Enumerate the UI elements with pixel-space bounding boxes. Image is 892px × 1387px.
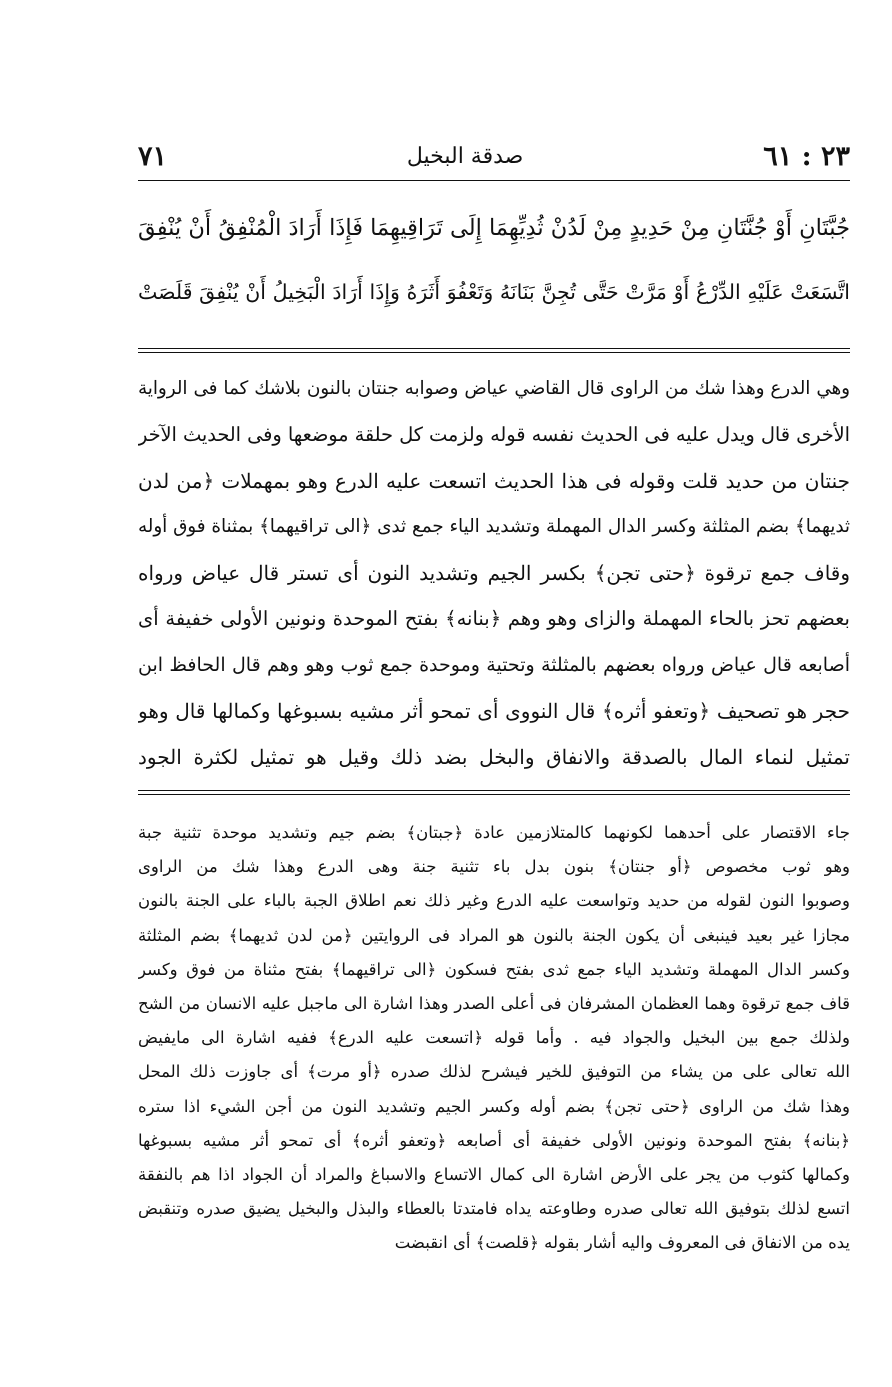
- footnote-line: وكسر الدال المهملة وتشديد الياء جمع ثدى بفتح فسكون ﴿الى تراقيهما﴾ بفتح مثناة من فوق وكسر: [138, 959, 850, 979]
- running-title: صدقة البخيل: [406, 143, 524, 169]
- footnote-line: الله تعالى على من يشاء من التوفيق للخير فيشرح لذلك صدره ﴿أو مرت﴾ أى جاوزت ذلك المحل: [138, 1062, 850, 1082]
- chapter-hadith-reference: ٢٣ : ٦١: [763, 140, 850, 172]
- commentary-line: تمثيل لنماء المال بالصدقة والانفاق والبخل بضد ذلك وقيل هو تمثيل لكثرة الجود: [138, 745, 850, 769]
- section-divider: [138, 348, 850, 352]
- footnote-commentary: [138, 816, 850, 1261]
- footnote-line: وهو ثوب مخصوص ﴿أو جنتان﴾ بنون بدل باء تثنية جنة وهى الدرع وهذا شك من الراوى: [138, 857, 850, 877]
- header-rule: [138, 180, 850, 181]
- footnote-line: يده من الانفاق فى المعروف واليه أشار بقوله ﴿قلصت﴾ أى انقبضت: [394, 1233, 850, 1253]
- page-number: ٧١: [138, 140, 168, 172]
- commentary-line: وقاف جمع ترقوة ﴿حتى تجن﴾ بكسر الجيم وتشديد النون أى تستر قال عياض ورواه: [138, 561, 850, 585]
- footnote-line: مجازا غير بعيد فينبغى أن يكون الجنة بالنون هو المراد فى الروايتين ﴿من لدن ثديهما﴾ بضم المثلثة: [138, 925, 850, 945]
- footnote-line: وهذا شك من الراوى ﴿حتى تجن﴾ بضم أوله وكسر الجيم وتشديد النون من أجن الشيء اذا ستره: [138, 1096, 850, 1116]
- commentary-line: وهي الدرع وهذا شك من الراوى قال القاضي عياض وصوابه جنتان بالنون بلاشك كما فى الرواية: [138, 378, 850, 399]
- footnote-line: ﴿بنانه﴾ بفتح الموحدة ونونين الأولى خفيفة أى أصابعه ﴿وتعفو أثره﴾ أى تمحو أثر مشيه بسبوغها: [138, 1130, 850, 1150]
- commentary-line: الأخرى قال ويدل عليه فى الحديث نفسه قوله ولزمت كل حلقة موضعها وفى الحديث الآخر: [138, 423, 850, 446]
- commentary-text: [138, 366, 850, 780]
- running-header: [138, 136, 850, 176]
- footnote-line: وصوبوا النون لقوله من حديد وتواسعت عليه الدرع وغير ذلك نعم اطلاق الجبة بالباء على الجنة بالنون: [138, 891, 850, 911]
- commentary-line: جنتان من حديد قلت وقوله فى هذا الحديث اتسعت عليه الدرع وهو بمهملات ﴿من لدن: [138, 469, 850, 493]
- footnote-line: وكمالها كثوب من يجر على الأرض اشارة الى كمال الاتساع والاسباغ والمراد أن الجواد اذا هم بالنفقة: [138, 1165, 850, 1185]
- footnote-line: اتسع لذلك بتوفيق الله تعالى صدره وطاوعته يداه فامتدتا بالعطاء والبذل والبخيل يضيق صدره وتنقبض: [138, 1199, 850, 1219]
- footnote-line: قاف جمع ترقوة وهما العظمان المشرفان فى أعلى الصدر وهذا اشارة الى ماجبل عليه الانسان من الشح: [138, 994, 850, 1014]
- commentary-line: حجر هو تصحيف ﴿وتعفو أثره﴾ قال النووى أى تمحو أثر مشيه بسبوغها وكمالها قال وهو: [138, 699, 850, 723]
- footnote-line: ولذلك جمع بين البخيل والجواد فيه . وأما قوله ﴿اتسعت عليه الدرع﴾ ففيه اشارة الى مايفيض: [138, 1028, 850, 1048]
- commentary-line: بعضهم تحز بالحاء المهملة والزاى وهو وهم ﴿بنانه﴾ بفتح الموحدة ونونين الأولى خفيفة أى: [138, 607, 850, 630]
- footnote-divider: [138, 790, 850, 794]
- hadith-line: جُبَّتَانِ أَوْ جُنَّتَانِ مِنْ حَدِيدٍ مِنْ لَدُنْ ثُدِيِّهِمَا إِلَى تَرَاقِيهِمَا فَإِذَا أَرَادَ الْمُنْفِقُ أَنْ يُنْفِقَ: [138, 215, 850, 241]
- commentary-line: ثديهما﴾ بضم المثلثة وكسر الدال المهملة وتشديد الياء جمع ثدى ﴿الى تراقيهما﴾ بمثناة فوق أوله: [138, 516, 850, 537]
- hadith-line: اتَّسَعَتْ عَلَيْهِ الدِّرْعُ أَوْ مَرَّتْ حَتَّى تُجِنَّ بَنَانَهُ وَتَعْفُوَ أَثَرَهُ وَإِذَا أَرَادَ الْبَخِيلُ أَنْ يُنْفِقَ قَلَصَتْ: [138, 280, 850, 304]
- footnote-line: جاء الاقتصار على أحدهما لكونهما كالمتلازمين عادة ﴿جبتان﴾ بضم جيم وتشديد موحدة تثنية جبة: [138, 823, 850, 842]
- hadith-text: [138, 196, 850, 324]
- commentary-line: أصابعه قال عياض ورواه بعضهم بالمثلثة وتحتية وموحدة جمع ثوب وهو وهم قال الحافظ ابن: [138, 654, 850, 676]
